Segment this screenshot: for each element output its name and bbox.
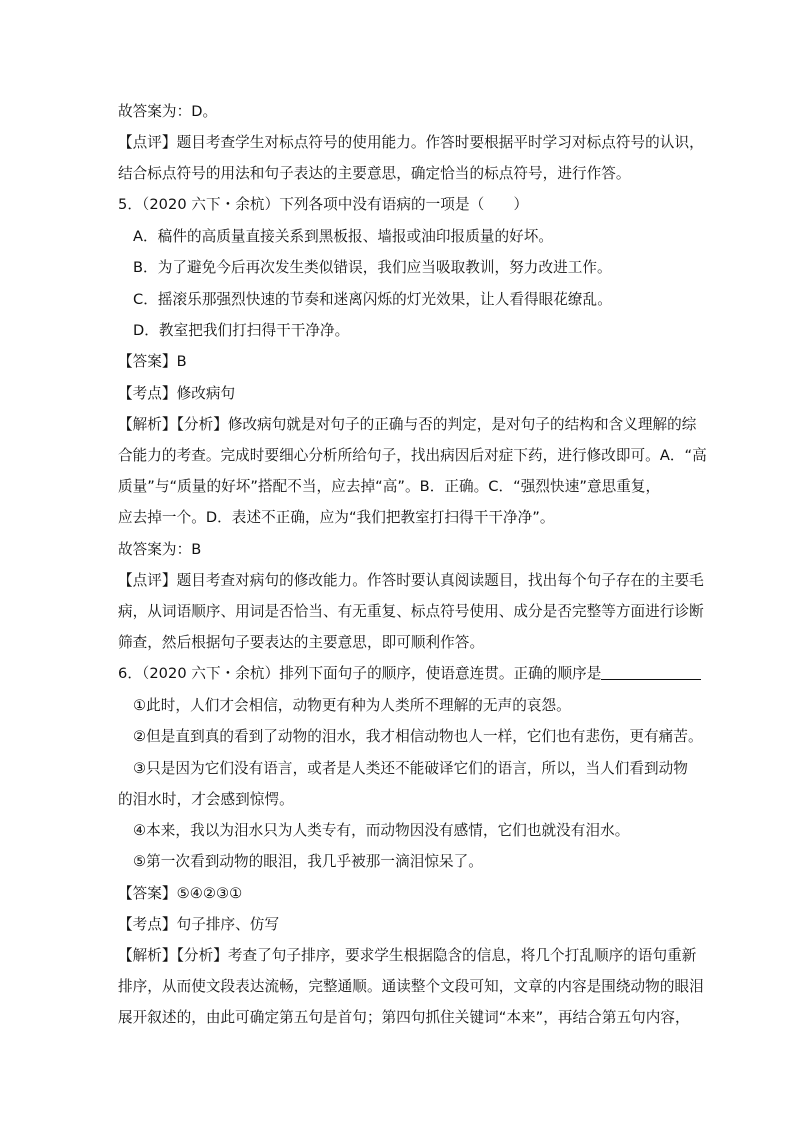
answer-blank[interactable] — [601, 665, 701, 680]
knowledge-point-line: 【考点】修改病句 — [118, 385, 236, 402]
analysis-line: 质量”与“质量的好坏”搭配不当，应去掉“高”。B．正确。C．“强烈快速”意思重复， — [118, 478, 661, 495]
question-5-option-a: A．稿件的高质量直接关系到黑板报、墙报或油印报质量的好坏。 — [133, 228, 554, 245]
knowledge-point-line: 【考点】句子排序、仿写 — [118, 916, 280, 933]
question-6-sentence-5: ⑤第一次看到动物的眼泪，我几乎被那一滴泪惊呆了。 — [133, 853, 483, 870]
comment-line: 【点评】题目考查对病句的修改能力。作答时要认真阅读题目，找出每个句子存在的主要毛 — [118, 572, 704, 589]
comment-line: 病，从词语顺序、用词是否恰当、有无重复、标点符号使用、成分是否完整等方面进行诊断 — [118, 603, 704, 620]
analysis-line: 合能力的考查。完成时要细心分析所给句子，找出病因后对症下药，进行修改即可。A．“高 — [118, 447, 707, 464]
answer-line: 【答案】⑤④②③① — [118, 885, 243, 902]
comment-line: 【点评】题目考查学生对标点符号的使用能力。作答时要根据平时学习对标点符号的认识， — [118, 134, 704, 151]
question-6-sentence-3: ③只是因为它们没有语言，或者是人类还不能破译它们的语言，所以，当人们看到动物 — [133, 760, 688, 777]
analysis-line: 排序，从而使文段表达流畅，完整通顺。通读整个文段可知，文章的内容是围绕动物的眼泪 — [118, 978, 704, 995]
analysis-line: 应去掉一个。D．表述不正确，应为“我们把教室打扫得干干净净”。 — [118, 509, 555, 526]
question-5-option-c: C．摇滚乐那强烈快速的节奏和迷离闪烁的灯光效果，让人看得眼花缭乱。 — [133, 291, 612, 308]
question-5-option-d: D．教室把我们打扫得干干净净。 — [133, 322, 350, 339]
analysis-line: 【解析】【分析】考查了句子排序，要求学生根据隐含的信息，将几个打乱顺序的语句重新 — [118, 947, 697, 964]
question-6-stem-text: 6．（2020 六下・余杭）排列下面句子的顺序，使语意连贯。正确的顺序是 — [118, 665, 602, 682]
comment-line: 筛查，然后根据句子要表达的主要意思，即可顺利作答。 — [118, 634, 485, 651]
question-5-option-b: B．为了避免今后再次发生类似错误，我们应当吸取教训，努力改进工作。 — [133, 259, 612, 276]
analysis-line: 【解析】【分析】修改病句就是对句子的正确与否的判定，是对句子的结构和含义理解的综 — [118, 416, 697, 433]
answer-line: 【答案】B — [118, 353, 187, 370]
question-6-sentence-2: ②但是直到真的看到了动物的泪水，我才相信动物也人一样，它们也有悲伤，更有痛苦。 — [133, 728, 703, 745]
question-6-stem — [118, 664, 701, 684]
question-6-sentence-3-cont: 的泪水时，才会感到惊愕。 — [118, 791, 294, 808]
analysis-line: 展开叙述的，由此可确定第五句是首句；第四句抓住关键词“本来”，再结合第五句内容， — [118, 1009, 690, 1026]
answer-line: 故答案为：D。 — [118, 103, 218, 120]
answer-line: 故答案为：B — [118, 541, 202, 558]
question-6-sentence-1: ①此时，人们才会相信，动物更有种为人类所不理解的无声的哀怨。 — [133, 697, 571, 714]
comment-line: 结合标点符号的用法和句子表达的主要意思，确定恰当的标点符号，进行作答。 — [118, 165, 631, 182]
question-5-stem: 5．（2020 六下・余杭）下列各项中没有语病的一项是（ ） — [118, 196, 529, 213]
question-6-sentence-4: ④本来，我以为泪水只为人类专有，而动物因没有感情，它们也就没有泪水。 — [133, 822, 630, 839]
